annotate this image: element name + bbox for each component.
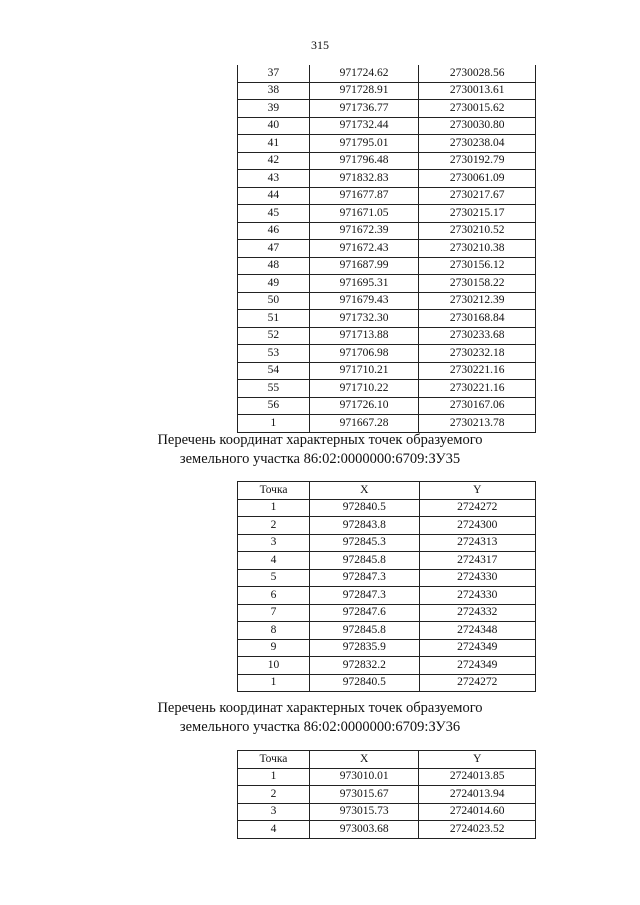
cell-point: 46 (238, 222, 310, 240)
table-row (238, 310, 536, 328)
cell-point: 49 (238, 275, 310, 293)
cell-x: 971695.31 (309, 275, 419, 293)
heading-zu35-line2: земельного участка 86:02:0000000:6709:ЗУ35 (179, 451, 461, 467)
cell-point: 40 (238, 117, 310, 135)
cell-point: 45 (238, 205, 310, 223)
table-row (238, 415, 536, 433)
cell-point: 4 (238, 821, 310, 839)
cell-point: 38 (238, 82, 310, 100)
cell-x: 971728.91 (309, 82, 419, 100)
table-row (238, 569, 536, 587)
cell-point: 53 (238, 345, 310, 363)
heading-zu36 (0, 699, 640, 737)
cell-y: 2730217.67 (419, 187, 536, 205)
cell-x: 972845.8 (310, 552, 420, 570)
cell-point: 3 (238, 534, 310, 552)
cell-x: 973010.01 (309, 768, 419, 786)
column-header-x: X (309, 751, 419, 769)
cell-x: 971672.39 (309, 222, 419, 240)
table-row (238, 257, 536, 275)
cell-y: 2724300 (419, 517, 535, 535)
cell-point: 9 (238, 639, 310, 657)
cell-x: 971732.44 (309, 117, 419, 135)
cell-y: 2730221.16 (419, 362, 536, 380)
column-header-x: X (310, 482, 420, 500)
cell-x: 971679.43 (309, 292, 419, 310)
cell-x: 972840.5 (310, 499, 420, 517)
cell-y: 2730158.22 (419, 275, 536, 293)
cell-y: 2730233.68 (419, 327, 536, 345)
cell-point: 3 (238, 803, 310, 821)
cell-x: 971832.83 (309, 170, 419, 188)
cell-x: 971687.99 (309, 257, 419, 275)
cell-point: 54 (238, 362, 310, 380)
cell-y: 2724332 (419, 604, 535, 622)
cell-y: 2730192.79 (419, 152, 536, 170)
cell-y: 2730210.52 (419, 222, 536, 240)
cell-point: 42 (238, 152, 310, 170)
heading-zu35-line1: Перечень координат характерных точек образуемого (157, 432, 483, 448)
table-row (238, 674, 536, 692)
coordinates-table-zu36 (237, 750, 536, 839)
cell-x: 973015.73 (309, 803, 419, 821)
cell-y: 2730213.78 (419, 415, 536, 433)
cell-x: 971796.48 (309, 152, 419, 170)
cell-x: 972845.8 (310, 622, 420, 640)
table-row (238, 622, 536, 640)
cell-x: 971726.10 (309, 397, 419, 415)
cell-x: 972847.6 (310, 604, 420, 622)
cell-y: 2730030.80 (419, 117, 536, 135)
cell-y: 2724330 (419, 587, 535, 605)
cell-point: 1 (238, 674, 310, 692)
cell-point: 6 (238, 587, 310, 605)
table-row (238, 152, 536, 170)
cell-x: 972847.3 (310, 569, 420, 587)
cell-point: 2 (238, 786, 310, 804)
cell-point: 47 (238, 240, 310, 258)
table-row (238, 187, 536, 205)
table-row (238, 170, 536, 188)
cell-y: 2730232.18 (419, 345, 536, 363)
table-row (238, 639, 536, 657)
cell-y: 2724013.85 (419, 768, 536, 786)
cell-point: 1 (238, 499, 310, 517)
table-row (238, 345, 536, 363)
heading-zu35 (0, 431, 640, 469)
table-header-row (238, 482, 536, 500)
cell-x: 973003.68 (309, 821, 419, 839)
cell-y: 2724348 (419, 622, 535, 640)
cell-x: 972835.9 (310, 639, 420, 657)
table-row (238, 821, 536, 839)
cell-x: 971667.28 (309, 415, 419, 433)
cell-point: 56 (238, 397, 310, 415)
cell-x: 972832.2 (310, 657, 420, 675)
table-row (238, 604, 536, 622)
table-row (238, 380, 536, 398)
cell-y: 2730028.56 (419, 65, 536, 82)
cell-y: 2730015.62 (419, 100, 536, 118)
cell-point: 55 (238, 380, 310, 398)
cell-point: 5 (238, 569, 310, 587)
cell-point: 7 (238, 604, 310, 622)
cell-y: 2730215.17 (419, 205, 536, 223)
cell-x: 971672.43 (309, 240, 419, 258)
cell-point: 2 (238, 517, 310, 535)
table-row (238, 222, 536, 240)
cell-x: 973015.67 (309, 786, 419, 804)
heading-zu36-line2: земельного участка 86:02:0000000:6709:ЗУ36 (179, 719, 461, 735)
table-row (238, 205, 536, 223)
cell-point: 52 (238, 327, 310, 345)
cell-x: 972845.3 (310, 534, 420, 552)
cell-x: 971795.01 (309, 135, 419, 153)
heading-zu36-line1: Перечень координат характерных точек образуемого (157, 700, 483, 716)
table-row (238, 362, 536, 380)
cell-y: 2730210.38 (419, 240, 536, 258)
table-row (238, 499, 536, 517)
cell-y: 2724023.52 (419, 821, 536, 839)
cell-x: 972843.8 (310, 517, 420, 535)
coordinates-table-continued (237, 65, 536, 433)
table-row (238, 117, 536, 135)
cell-point: 1 (238, 768, 310, 786)
cell-y: 2724317 (419, 552, 535, 570)
cell-point: 39 (238, 100, 310, 118)
cell-y: 2730156.12 (419, 257, 536, 275)
cell-point: 37 (238, 65, 310, 82)
cell-y: 2724313 (419, 534, 535, 552)
cell-point: 48 (238, 257, 310, 275)
cell-x: 971713.88 (309, 327, 419, 345)
table-row (238, 517, 536, 535)
cell-y: 2724272 (419, 674, 535, 692)
column-header-point: Точка (238, 751, 310, 769)
cell-point: 8 (238, 622, 310, 640)
cell-x: 971677.87 (309, 187, 419, 205)
table-row (238, 292, 536, 310)
table-row (238, 327, 536, 345)
cell-point: 4 (238, 552, 310, 570)
column-header-y: Y (419, 751, 536, 769)
table-row (238, 803, 536, 821)
cell-y: 2724349 (419, 657, 535, 675)
table-row (238, 240, 536, 258)
cell-point: 41 (238, 135, 310, 153)
table-row (238, 587, 536, 605)
cell-y: 2724272 (419, 499, 535, 517)
table-row (238, 534, 536, 552)
column-header-y: Y (419, 482, 535, 500)
cell-y: 2730061.09 (419, 170, 536, 188)
table-row (238, 552, 536, 570)
table-row (238, 82, 536, 100)
cell-point: 1 (238, 415, 310, 433)
table-row (238, 397, 536, 415)
coordinates-table-zu35 (237, 481, 536, 692)
table-row (238, 657, 536, 675)
cell-y: 2730167.06 (419, 397, 536, 415)
cell-y: 2730168.84 (419, 310, 536, 328)
cell-x: 971706.98 (309, 345, 419, 363)
page-number: 315 (311, 38, 329, 52)
cell-x: 972840.5 (310, 674, 420, 692)
cell-point: 51 (238, 310, 310, 328)
cell-point: 43 (238, 170, 310, 188)
cell-y: 2730238.04 (419, 135, 536, 153)
cell-point: 10 (238, 657, 310, 675)
cell-y: 2724013.94 (419, 786, 536, 804)
table-row (238, 275, 536, 293)
cell-x: 971732.30 (309, 310, 419, 328)
table-row (238, 786, 536, 804)
table-header-row (238, 751, 536, 769)
table-row (238, 65, 536, 82)
cell-x: 971710.22 (309, 380, 419, 398)
cell-point: 44 (238, 187, 310, 205)
cell-y: 2724330 (419, 569, 535, 587)
table-row (238, 100, 536, 118)
cell-x: 971736.77 (309, 100, 419, 118)
cell-x: 971710.21 (309, 362, 419, 380)
cell-x: 971724.62 (309, 65, 419, 82)
cell-y: 2724349 (419, 639, 535, 657)
cell-y: 2730221.16 (419, 380, 536, 398)
cell-x: 972847.3 (310, 587, 420, 605)
cell-x: 971671.05 (309, 205, 419, 223)
table-row (238, 135, 536, 153)
cell-y: 2730212.39 (419, 292, 536, 310)
column-header-point: Точка (238, 482, 310, 500)
table-row (238, 768, 536, 786)
cell-point: 50 (238, 292, 310, 310)
cell-y: 2724014.60 (419, 803, 536, 821)
cell-y: 2730013.61 (419, 82, 536, 100)
